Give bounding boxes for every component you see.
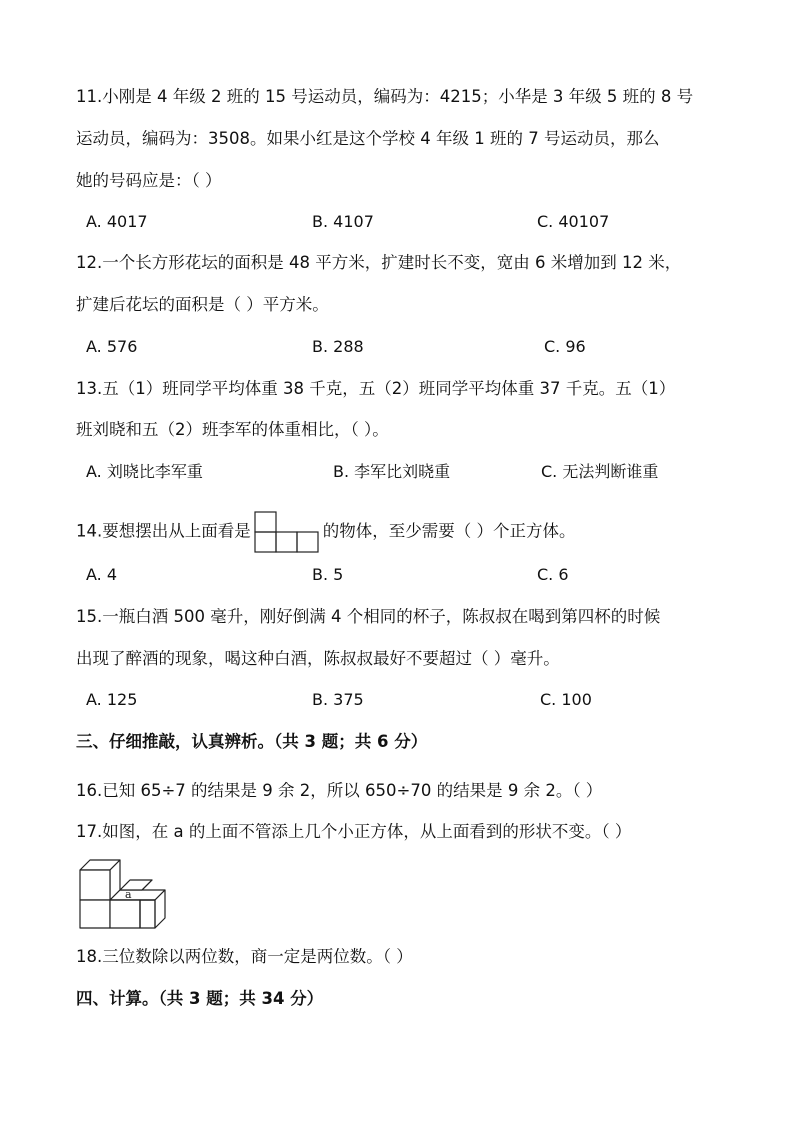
q14-option-a: A. 4	[86, 565, 118, 584]
q14-option-b: B. 5	[312, 565, 344, 584]
q12-option-a: A. 576	[86, 337, 138, 356]
q18-text: 18.三位数除以两位数，商一定是两位数。（ ）	[76, 947, 413, 966]
q14-top-view-figure	[253, 510, 321, 554]
q11-line2: 运动员，编码为：3508。如果小红是这个学校 4 年级 1 班的 7 号运动员，那么	[76, 129, 660, 148]
q13-option-b: B. 李军比刘晓重	[333, 462, 451, 481]
q17-cube-figure	[78, 858, 170, 930]
q13-option-c: C. 无法判断谁重	[541, 462, 659, 481]
section-3-title: 三、仔细推敲，认真辨析。（共 3 题；共 6 分）	[76, 732, 428, 751]
q14-option-c: C. 6	[537, 565, 569, 584]
q11-option-a: A. 4017	[86, 212, 148, 231]
q11-line3: 她的号码应是：（ ）	[76, 171, 222, 190]
q13-line1: 13.五（1）班同学平均体重 38 千克，五（2）班同学平均体重 37 千克。五（1）	[76, 379, 676, 398]
q14-line	[76, 510, 576, 554]
q12-line2: 扩建后花坛的面积是（ ）平方米。	[76, 295, 329, 314]
q16-text: 16.已知 65÷7 的结果是 9 余 2，所以 650÷70 的结果是 9 余 2。（ ）	[76, 781, 603, 800]
q11-line1: 11.小刚是 4 年级 2 班的 15 号运动员，编码为：4215；小华是 3 年级 5 班的 8 号	[76, 87, 694, 106]
q11-option-b: B. 4107	[312, 212, 374, 231]
q12-option-b: B. 288	[312, 337, 364, 356]
q13-line2: 班刘晓和五（2）班李军的体重相比，（ ）。	[76, 420, 389, 439]
q15-option-b: B. 375	[312, 690, 364, 709]
q17-cube-label: a	[125, 888, 132, 901]
q15-line2: 出现了醉酒的现象，喝这种白酒，陈叔叔最好不要超过（ ）毫升。	[76, 649, 560, 668]
q13-option-a: A. 刘晓比李军重	[86, 462, 203, 481]
q17-text: 17.如图，在 a 的上面不管添上几个小正方体，从上面看到的形状不变。（ ）	[76, 822, 632, 841]
q12-line1: 12.一个长方形花坛的面积是 48 平方米，扩建时长不变，宽由 6 米增加到 12 米，	[76, 253, 682, 272]
q11-option-c: C. 40107	[537, 212, 610, 231]
q12-option-c: C. 96	[544, 337, 586, 356]
q14-prefix: 14.要想摆出从上面看是	[76, 521, 251, 541]
q14-suffix: 的物体，至少需要（ ）个正方体。	[322, 521, 576, 541]
q15-option-c: C. 100	[540, 690, 592, 709]
section-4-title: 四、计算。（共 3 题；共 34 分）	[76, 989, 324, 1008]
q15-option-a: A. 125	[86, 690, 138, 709]
q15-line1: 15.一瓶白酒 500 毫升，刚好倒满 4 个相同的杯子，陈叔叔在喝到第四杯的时候	[76, 607, 661, 626]
